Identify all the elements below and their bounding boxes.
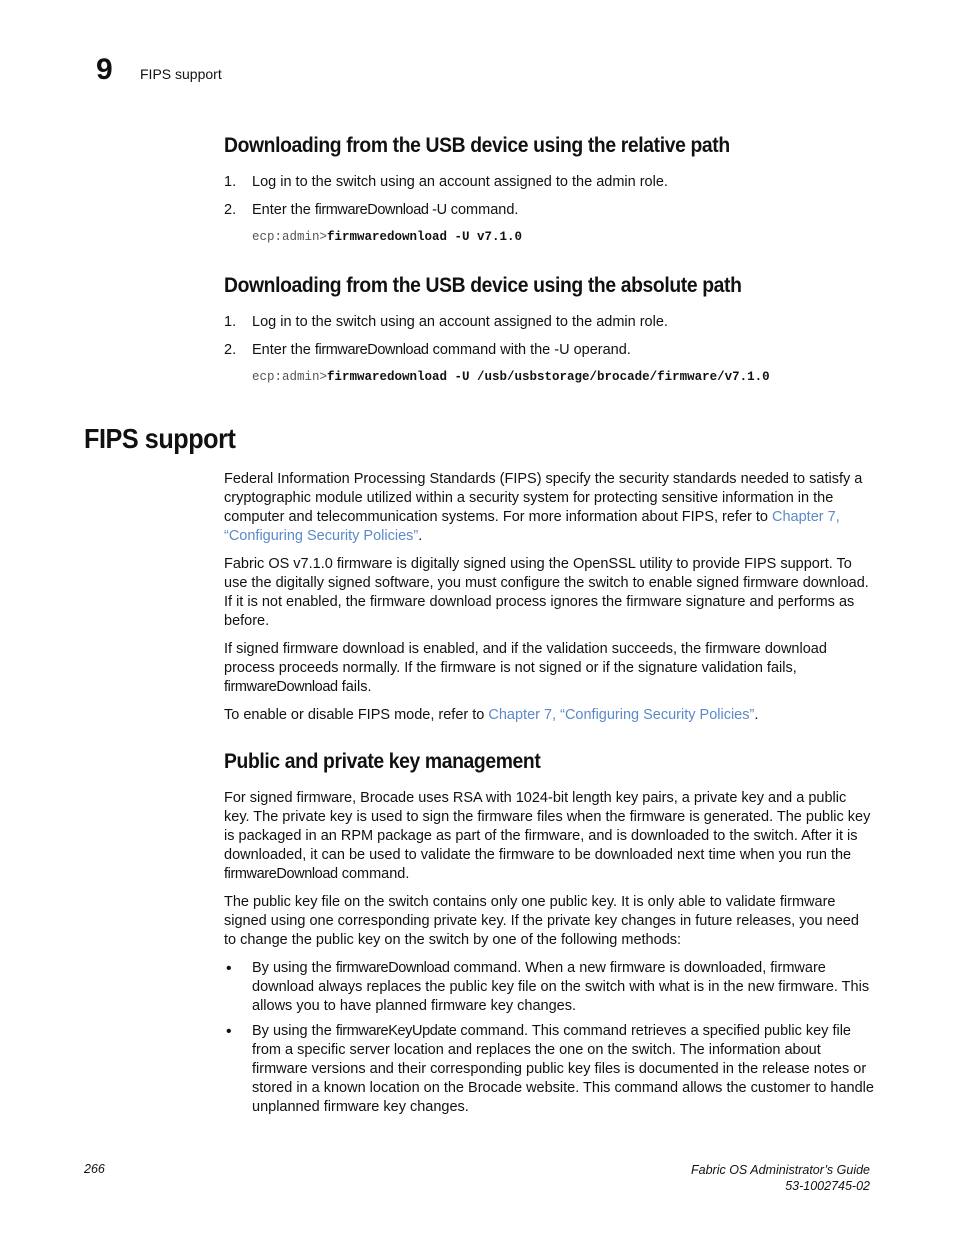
bullet-list (224, 959, 874, 1117)
step-item (224, 201, 874, 220)
code-prompt: ecp:admin> (252, 370, 328, 384)
step-item (224, 341, 874, 360)
footer-info (691, 1162, 870, 1194)
usb-relative-section (224, 131, 874, 246)
command-name: firmwareDownload (314, 342, 429, 358)
step-text: Enter the firmwareDownload command with the -U operand. (252, 342, 631, 358)
section-title: Downloading from the USB device using the relative path (224, 134, 730, 157)
key-management-section (224, 747, 874, 1117)
list-item: • By using the firmwareDownload command. When a new firmware is downloaded, firmware download always replaces the public key file on the switch with what is in the new firmware. This allows you to have planned firmware key changes. (224, 959, 874, 1016)
chapter-number: 9 (96, 53, 113, 86)
code-example (252, 228, 874, 246)
step-number: 2. (224, 202, 237, 218)
command-name: firmwareDownload (335, 960, 450, 976)
command-name: firmwareDownload (224, 679, 338, 695)
guide-title: Fabric OS Administrator’s Guide (691, 1163, 870, 1177)
fips-body (224, 470, 874, 725)
paragraph: For signed firmware, Brocade uses RSA with 1024-bit length key pairs, a private key and a public key. The private key is used to sign the firmware files when the firmware is generated. The public key is packaged in an RPM package as part of the firmware, and is downloaded to the switch. After it is downloaded, it can be used to validate the firmware to be downloaded next time when you run the firmwareDownload command. (224, 790, 871, 882)
paragraph: If signed firmware download is enabled, and if the validation succeeds, the firmware download process proceeds normally. If the firmware is not signed or if the signature validation fails, firmwareDownload fails. (224, 641, 827, 695)
step-item (224, 173, 874, 192)
usb-absolute-section (224, 271, 874, 386)
paragraph: The public key file on the switch contains only one public key. It is only able to validate firmware signed using one corresponding private key. If the private key changes in future releases, you need to change the public key on the switch by one of the following methods: (224, 894, 859, 948)
running-header: FIPS support (140, 66, 222, 82)
paragraph: To enable or disable FIPS mode, refer to Chapter 7, “Configuring Security Policies”. (224, 707, 759, 723)
step-text: Enter the firmwareDownload -U command. (252, 202, 519, 218)
chapter-link[interactable]: Chapter 7, “Configuring Security Policies” (224, 509, 840, 544)
section-title: Public and private key management (224, 750, 541, 773)
paragraph: Federal Information Processing Standards (FIPS) specify the security standards needed to satisfy a cryptographic module utilized within a security system for protecting sensitive information in the computer and telecommunication systems. For more information about FIPS, refer to Chapter 7, “Configuring Security Policies”. (224, 471, 863, 544)
step-number: 1. (224, 174, 237, 190)
step-text: Log in to the switch using an account assigned to the admin role. (252, 314, 668, 330)
page-number: 266 (84, 1162, 105, 1176)
step-number: 2. (224, 342, 237, 358)
chapter-link[interactable]: Chapter 7, “Configuring Security Policies” (488, 707, 755, 723)
command-name: firmwareDownload -U (314, 202, 447, 218)
step-text: Log in to the switch using an account assigned to the admin role. (252, 174, 668, 190)
step-item (224, 313, 874, 332)
command-name: firmwareDownload (224, 866, 338, 882)
fips-heading: FIPS support (84, 423, 236, 454)
doc-number: 53-1002745-02 (785, 1179, 870, 1193)
paragraph: Fabric OS v7.1.0 firmware is digitally signed using the OpenSSL utility to provide FIPS support. To use the digitally signed software, you must configure the switch to enable signed firmware download. If it is not enabled, the firmware download process ignores the firmware signature and performs as before. (224, 556, 869, 629)
code-command: firmwaredownload -U v7.1.0 (327, 230, 523, 244)
section-title: Downloading from the USB device using the absolute path (224, 274, 742, 297)
list-item: • By using the firmwareKeyUpdate command. This command retrieves a specified public key file from a specific server location and replaces the one on the switch. The information about firmware versions and their corresponding public key files is documented in the release notes or stored in a known location on the Brocade website. This command allows the customer to handle unplanned firmware key changes. (224, 1022, 874, 1117)
code-prompt: ecp:admin> (252, 230, 328, 244)
code-command: firmwaredownload -U /usb/usbstorage/brocade/firmware/v7.1.0 (327, 370, 770, 384)
step-number: 1. (224, 314, 237, 330)
command-name: firmwareKeyUpdate (335, 1023, 457, 1039)
code-example (252, 368, 874, 386)
